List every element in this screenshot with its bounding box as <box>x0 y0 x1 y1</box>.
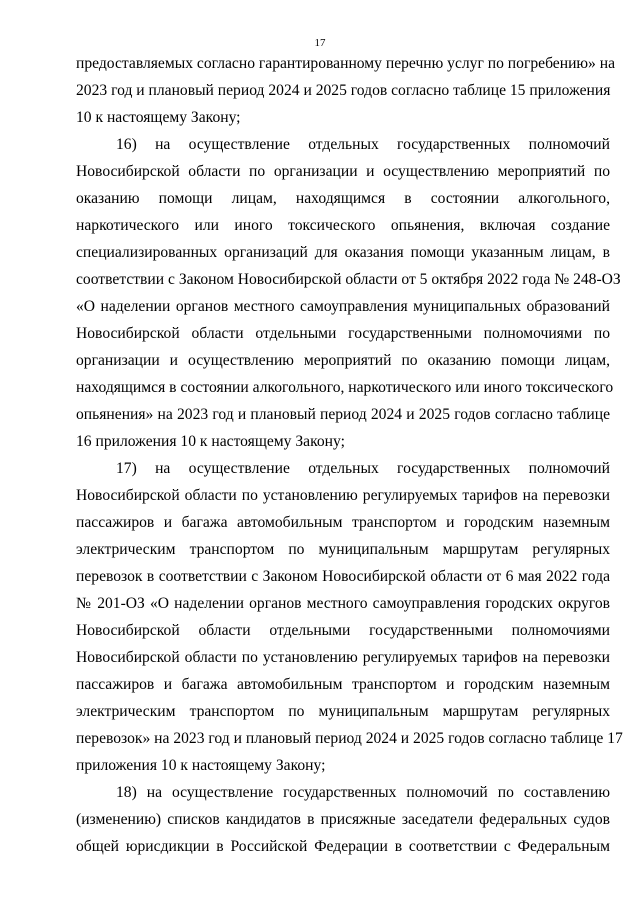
text-line: предоставляемых согласно гарантированному перечню услуг по погребению» на <box>76 55 616 72</box>
text-line: 2023 год и плановый период 2024 и 2025 годов согласно таблице 15 приложения <box>76 82 611 99</box>
text-line: опьянения» на 2023 год и плановый период 2024 и 2025 годов согласно таблице <box>76 406 610 423</box>
text-line: 10 к настоящему Закону; <box>76 109 241 126</box>
paragraph-start-line: 17) на осуществление отдельных государственных полномочий <box>116 460 610 477</box>
text-line: пассажиров и багажа автомобильным транспортом и городским наземным <box>76 676 610 693</box>
text-line: организации и осуществлению мероприятий по оказанию помощи лицам, <box>76 352 610 369</box>
text-line: № 201-ОЗ «О наделении органов местного самоуправления городских округов <box>76 595 610 612</box>
paragraph-start-line: 18) на осуществление государственных полномочий по составлению <box>116 784 610 801</box>
text-line: электрическим транспортом по муниципальным маршрутам регулярных <box>76 703 610 720</box>
paragraph-start-line: 16) на осуществление отдельных государственных полномочий <box>116 136 610 153</box>
text-line: приложения 10 к настоящему Закону; <box>76 757 326 774</box>
text-line: оказанию помощи лицам, находящимся в состоянии алкогольного, <box>76 190 610 207</box>
text-line: соответствии с Законом Новосибирской области от 5 октября 2022 года № 248-ОЗ <box>76 271 621 288</box>
text-line: пассажиров и багажа автомобильным транспортом и городским наземным <box>76 514 610 531</box>
text-line: (изменению) списков кандидатов в присяжные заседатели федеральных судов <box>76 811 610 828</box>
text-line: находящимся в состоянии алкогольного, наркотического или иного токсического <box>76 379 614 396</box>
text-line: общей юрисдикции в Российской Федерации в соответствии с Федеральным <box>76 838 610 855</box>
text-line: Новосибирской области по установлению регулируемых тарифов на перевозки <box>76 649 610 666</box>
text-line: Новосибирской области отдельными государственными полномочиями <box>76 622 610 639</box>
text-line: Новосибирской области отдельными государственными полномочиями по <box>76 325 610 342</box>
text-line: 16 приложения 10 к настоящему Закону; <box>76 433 345 450</box>
text-line: Новосибирской области по организации и осуществлению мероприятий по <box>76 163 610 180</box>
page-number: 17 <box>314 37 326 49</box>
text-line: специализированных организаций для оказания помощи указанным лицам, в <box>76 244 610 261</box>
text-line: наркотического или иного токсического опьянения, включая создание <box>76 217 610 234</box>
text-line: «О наделении органов местного самоуправления муниципальных образований <box>76 298 610 315</box>
text-line: перевозок» на 2023 год и плановый период 2024 и 2025 годов согласно таблице 17 <box>76 730 623 747</box>
text-line: Новосибирской области по установлению регулируемых тарифов на перевозки <box>76 487 610 504</box>
text-line: перевозок в соответствии с Законом Новосибирской области от 6 мая 2022 года <box>76 568 610 585</box>
text-line: электрическим транспортом по муниципальным маршрутам регулярных <box>76 541 610 558</box>
